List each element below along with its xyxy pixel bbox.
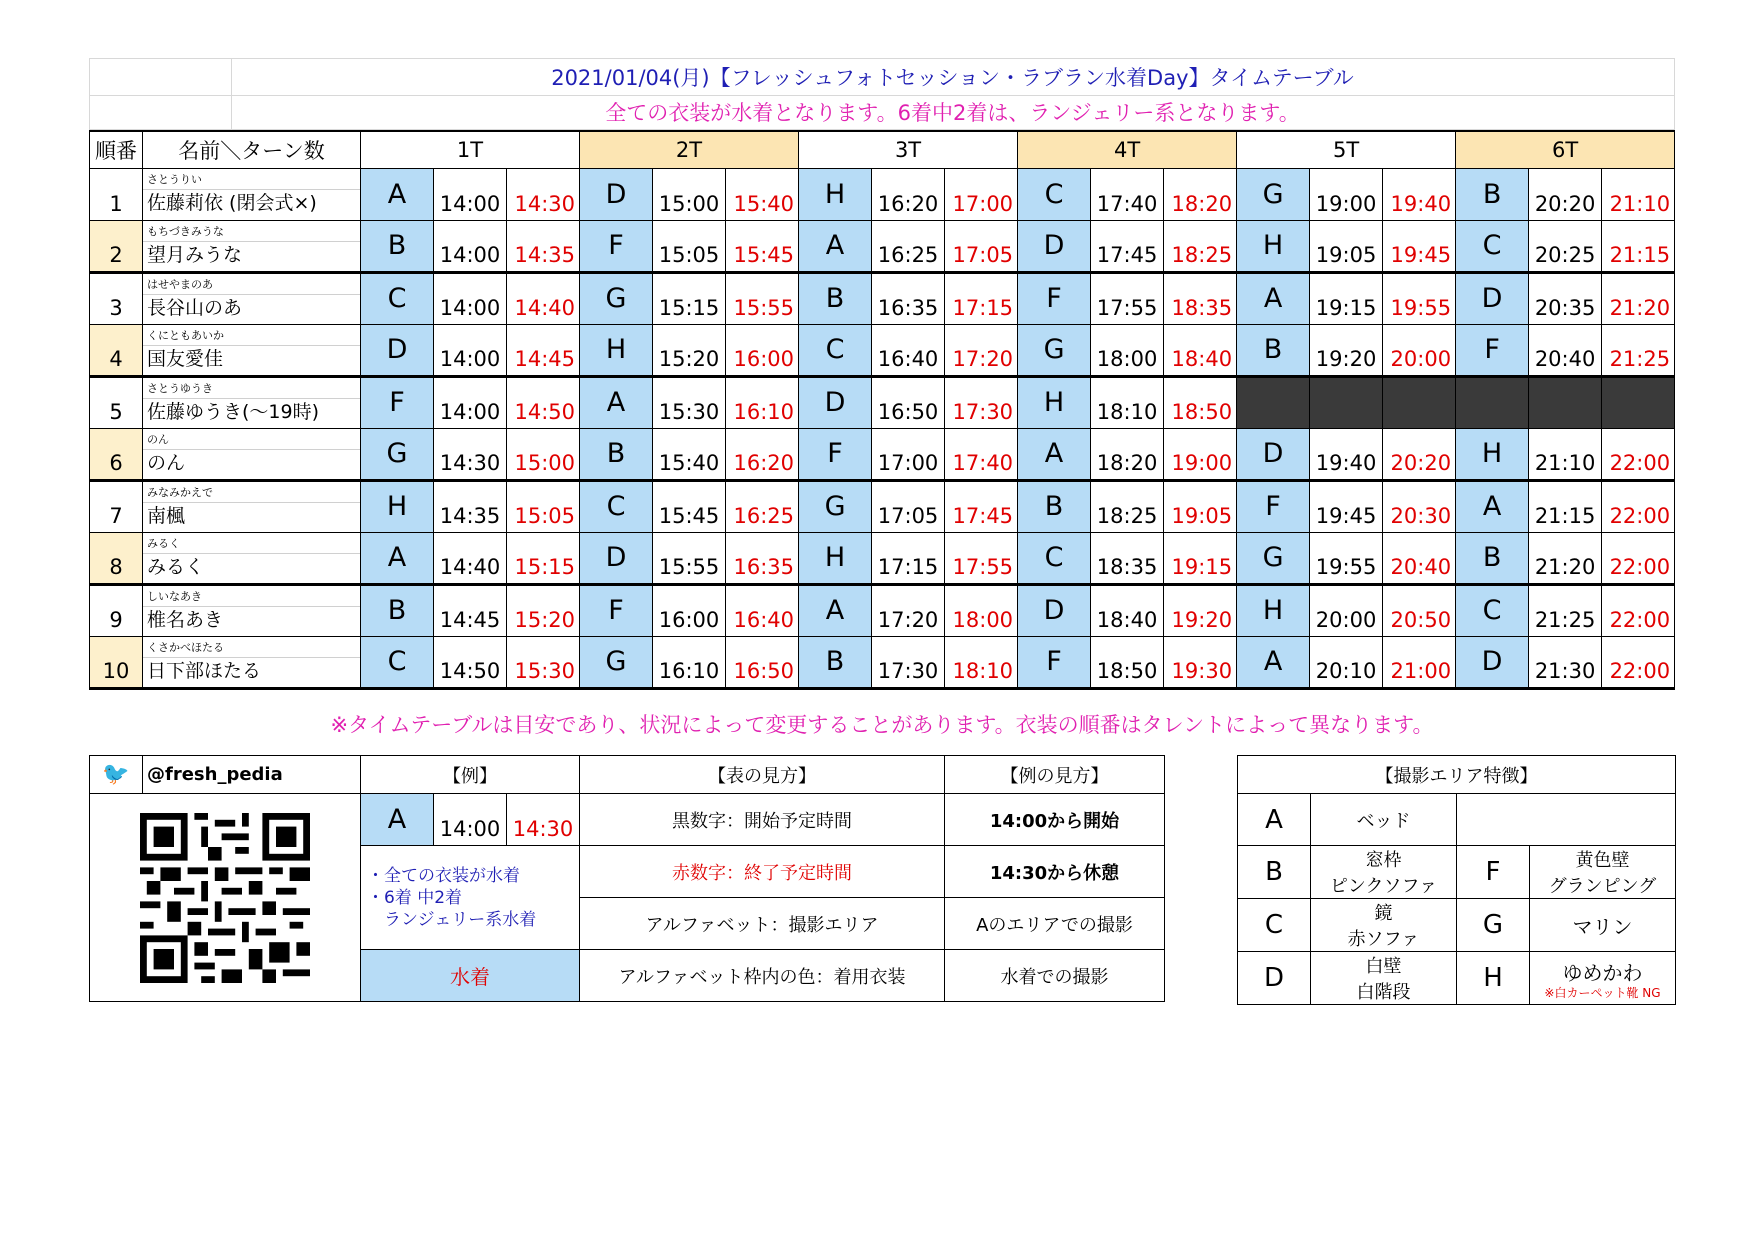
end-time: 15:30: [507, 636, 580, 688]
turn-header-3: 3T: [799, 131, 1018, 168]
start-time: 19:20: [1310, 324, 1383, 376]
area-letter: B: [1237, 324, 1310, 376]
page-title: 2021/01/04(月)【フレッシュフォトセッション・ラブラン水着Day】タイムテーブル: [551, 66, 1354, 90]
area-letter: H: [799, 168, 872, 220]
area-desc-c: [1311, 899, 1457, 952]
start-time: 19:55: [1310, 532, 1383, 584]
end-time: 14:45: [507, 324, 580, 376]
start-time: 14:45: [434, 584, 507, 636]
talent-kana: もちづきみうな: [147, 224, 224, 238]
order-number: 3: [90, 272, 143, 324]
area-letter: G: [1237, 532, 1310, 584]
end-time: 18:40: [1164, 324, 1237, 376]
area-letter: H: [580, 324, 653, 376]
end-time: 16:35: [726, 532, 799, 584]
start-time: 18:40: [1091, 584, 1164, 636]
end-time: 18:25: [1164, 220, 1237, 272]
area-letter: D: [361, 324, 434, 376]
start-time: 17:20: [872, 584, 945, 636]
talent-kana: くさかべほたる: [147, 640, 224, 654]
talent-name: 国友愛佳: [143, 345, 360, 372]
example-header: 【例】: [361, 756, 580, 794]
unavailable-slot: [1602, 376, 1675, 428]
area-letter: G: [580, 636, 653, 688]
start-time: 19:45: [1310, 480, 1383, 532]
talent-name: 佐藤ゆうき(～19時): [143, 398, 360, 425]
unavailable-slot: [1456, 376, 1529, 428]
area-letter: H: [1018, 376, 1091, 428]
order-header: 順番: [90, 131, 143, 168]
end-time: 21:20: [1602, 272, 1675, 324]
start-time: 14:00: [434, 220, 507, 272]
end-time: 17:20: [945, 324, 1018, 376]
start-time: 17:55: [1091, 272, 1164, 324]
talent-kana: のん: [147, 432, 169, 446]
area-letter: C: [1456, 584, 1529, 636]
end-time: 17:05: [945, 220, 1018, 272]
table-row: [90, 636, 1675, 688]
unavailable-slot: [1310, 376, 1383, 428]
talent-name-cell: [143, 480, 361, 532]
costume-note-1: ・全ての衣装が水着: [367, 865, 520, 886]
talent-name: 日下部ほたる: [143, 657, 360, 684]
area-letter: F: [1237, 480, 1310, 532]
area-desc-d-line2: 白階段: [1356, 982, 1411, 1003]
order-number: 9: [90, 584, 143, 636]
area-letter: C: [580, 480, 653, 532]
talent-name: 望月みうな: [143, 241, 360, 268]
area-desc-f: [1530, 846, 1676, 899]
order-number: 4: [90, 324, 143, 376]
area-desc-c-line1: 鏡: [1374, 903, 1393, 924]
area-letter: C: [799, 324, 872, 376]
talent-name: のん: [143, 449, 360, 476]
start-time: 21:30: [1529, 636, 1602, 688]
area-letter: D: [1018, 584, 1091, 636]
end-time: 21:10: [1602, 168, 1675, 220]
start-time: 15:55: [653, 532, 726, 584]
area-desc-d-line1: 白壁: [1365, 956, 1402, 977]
end-time: 21:25: [1602, 324, 1675, 376]
talent-name-cell: [143, 636, 361, 688]
table-row: [90, 584, 1675, 636]
start-time: 16:25: [872, 220, 945, 272]
schedule-table: [89, 130, 1675, 690]
area-letter: F: [1456, 324, 1529, 376]
area-letter-d: D: [1238, 952, 1311, 1005]
area-letter: G: [1018, 324, 1091, 376]
area-desc-f-line2: グランピング: [1548, 876, 1657, 897]
start-time: 19:05: [1310, 220, 1383, 272]
howto-start: 黒数字：開始予定時間: [580, 794, 945, 846]
example-end-time: 14:30: [507, 794, 580, 846]
end-time: 19:30: [1164, 636, 1237, 688]
start-time: 16:35: [872, 272, 945, 324]
start-time: 15:20: [653, 324, 726, 376]
example-start-explain: 14:00から開始: [945, 794, 1165, 846]
talent-name-cell: [143, 376, 361, 428]
end-time: 18:35: [1164, 272, 1237, 324]
howto-costume: アルファベット枠内の色：着用衣装: [580, 950, 945, 1002]
start-time: 15:40: [653, 428, 726, 480]
end-time: 16:40: [726, 584, 799, 636]
area-letter: F: [580, 220, 653, 272]
end-time: 20:40: [1383, 532, 1456, 584]
example-letter: A: [361, 794, 434, 846]
howto-header: 【表の見方】: [580, 756, 945, 794]
start-time: 14:00: [434, 272, 507, 324]
start-time: 18:25: [1091, 480, 1164, 532]
start-time: 14:00: [434, 324, 507, 376]
area-letter: D: [1018, 220, 1091, 272]
area-letter: D: [580, 168, 653, 220]
end-time: 17:55: [945, 532, 1018, 584]
talent-name-cell: [143, 220, 361, 272]
area-desc-g: [1530, 899, 1676, 952]
area-desc-h: [1530, 952, 1676, 1005]
end-time: 19:40: [1383, 168, 1456, 220]
end-time: 17:45: [945, 480, 1018, 532]
example-start-time: 14:00: [434, 794, 507, 846]
end-time: 17:40: [945, 428, 1018, 480]
start-time: 20:10: [1310, 636, 1383, 688]
start-time: 16:50: [872, 376, 945, 428]
area-letter: A: [1237, 272, 1310, 324]
start-time: 15:00: [653, 168, 726, 220]
end-time: 14:50: [507, 376, 580, 428]
start-time: 16:40: [872, 324, 945, 376]
name-turn-header: 名前＼ターン数: [143, 131, 361, 168]
table-row: [90, 324, 1675, 376]
area-letter-g: G: [1457, 899, 1530, 952]
start-time: 14:30: [434, 428, 507, 480]
end-time: 22:00: [1602, 428, 1675, 480]
start-time: 18:00: [1091, 324, 1164, 376]
end-time: 22:00: [1602, 584, 1675, 636]
area-letter-b: B: [1238, 846, 1311, 899]
end-time: 19:20: [1164, 584, 1237, 636]
table-row: [90, 168, 1675, 220]
end-time: 20:00: [1383, 324, 1456, 376]
area-desc-a: [1311, 794, 1457, 846]
area-letter-c: C: [1238, 899, 1311, 952]
start-time: 19:15: [1310, 272, 1383, 324]
end-time: 19:45: [1383, 220, 1456, 272]
start-time: 15:45: [653, 480, 726, 532]
area-letter: F: [799, 428, 872, 480]
turn-header-6: 6T: [1456, 131, 1675, 168]
area-desc-c-line2: 赤ソファ: [1347, 929, 1420, 950]
talent-name-cell: [143, 428, 361, 480]
start-time: 17:05: [872, 480, 945, 532]
talent-kana: さとうりい: [147, 172, 202, 186]
page-subtitle: 全ての衣装が水着となります。6着中2着は、ランジェリー系となります。: [605, 101, 1300, 125]
end-time: 16:20: [726, 428, 799, 480]
talent-name-cell: [143, 532, 361, 584]
end-time: 14:30: [507, 168, 580, 220]
start-time: 20:35: [1529, 272, 1602, 324]
end-time: 20:30: [1383, 480, 1456, 532]
area-letter: A: [1018, 428, 1091, 480]
area-desc-f-line1: 黄色壁: [1575, 850, 1630, 871]
start-time: 20:40: [1529, 324, 1602, 376]
talent-name-cell: [143, 324, 361, 376]
order-number: 2: [90, 220, 143, 272]
start-time: 21:20: [1529, 532, 1602, 584]
end-time: 20:50: [1383, 584, 1456, 636]
order-number: 1: [90, 168, 143, 220]
area-letter: H: [361, 480, 434, 532]
area-letter: F: [580, 584, 653, 636]
end-time: 15:20: [507, 584, 580, 636]
area-letter: A: [361, 168, 434, 220]
end-time: 21:15: [1602, 220, 1675, 272]
end-time: 19:15: [1164, 532, 1237, 584]
start-time: 18:50: [1091, 636, 1164, 688]
turn-header-2: 2T: [580, 131, 799, 168]
talent-name-cell: [143, 168, 361, 220]
start-time: 15:05: [653, 220, 726, 272]
start-time: 17:45: [1091, 220, 1164, 272]
area-header: 【撮影エリア特徴】: [1238, 756, 1676, 794]
twitter-bird-icon: 🐦: [102, 762, 130, 787]
unavailable-slot: [1383, 376, 1456, 428]
area-letter: C: [361, 272, 434, 324]
talent-kana: みなみかえで: [147, 485, 213, 499]
end-time: 19:55: [1383, 272, 1456, 324]
talent-name-cell: [143, 584, 361, 636]
area-desc-b-line2: ピンクソファ: [1329, 876, 1438, 897]
start-time: 17:15: [872, 532, 945, 584]
howto-end: 赤数字：終了予定時間: [580, 846, 945, 898]
start-time: 14:00: [434, 168, 507, 220]
end-time: 19:05: [1164, 480, 1237, 532]
area-desc-b: [1311, 846, 1457, 899]
table-header-row: [90, 131, 1675, 168]
area-desc-a-line1: ベッド: [1356, 810, 1411, 832]
end-time: 14:35: [507, 220, 580, 272]
end-time: 16:00: [726, 324, 799, 376]
example-area-explain: Aのエリアでの撮影: [945, 898, 1165, 950]
area-letter: C: [1456, 220, 1529, 272]
table-row: [90, 532, 1675, 584]
end-time: 20:20: [1383, 428, 1456, 480]
area-desc-h-line1: ゆめかわ: [1562, 960, 1643, 985]
start-time: 14:00: [434, 376, 507, 428]
area-letter: B: [799, 272, 872, 324]
howto-area: アルファベット：撮影エリア: [580, 898, 945, 950]
end-time: 17:30: [945, 376, 1018, 428]
talent-name: みるく: [143, 553, 360, 580]
area-letter: B: [1456, 532, 1529, 584]
turn-header-4: 4T: [1018, 131, 1237, 168]
end-time: 15:45: [726, 220, 799, 272]
start-time: 18:20: [1091, 428, 1164, 480]
start-time: 14:40: [434, 532, 507, 584]
area-letter-h: H: [1457, 952, 1530, 1005]
costume-note-3: ランジェリー系水着: [367, 909, 537, 930]
legend-table: [89, 755, 1165, 1002]
start-time: 17:00: [872, 428, 945, 480]
area-letter: G: [1237, 168, 1310, 220]
area-letter: H: [1456, 428, 1529, 480]
start-time: 16:20: [872, 168, 945, 220]
area-letter: B: [1018, 480, 1091, 532]
end-time: 16:10: [726, 376, 799, 428]
timetable-note: ※タイムテーブルは目安であり、状況によって変更することがあります。衣装の順番はタレントによって異なります。: [330, 713, 1434, 737]
talent-name: 佐藤莉依 (閉会式×): [143, 189, 360, 216]
talent-name-cell: [143, 272, 361, 324]
costume-notes: [361, 846, 580, 950]
area-desc-d: [1311, 952, 1457, 1005]
area-letter: B: [361, 584, 434, 636]
twitter-handle[interactable]: @fresh_pedia: [143, 756, 361, 794]
start-time: 20:20: [1529, 168, 1602, 220]
area-desc-b-line1: 窓枠: [1365, 850, 1402, 871]
start-time: 20:25: [1529, 220, 1602, 272]
area-letter: D: [580, 532, 653, 584]
end-time: 15:15: [507, 532, 580, 584]
qr-code-icon[interactable]: [140, 813, 310, 983]
area-letter: H: [799, 532, 872, 584]
area-letter: A: [580, 376, 653, 428]
area-letter: H: [1237, 584, 1310, 636]
start-time: 21:15: [1529, 480, 1602, 532]
start-time: 16:10: [653, 636, 726, 688]
talent-name: 南楓: [143, 502, 360, 529]
area-letter: H: [1237, 220, 1310, 272]
end-time: 16:50: [726, 636, 799, 688]
area-letter-f: F: [1457, 846, 1530, 899]
area-letter: A: [799, 220, 872, 272]
order-number: 7: [90, 480, 143, 532]
end-time: 16:25: [726, 480, 799, 532]
area-letter: A: [1456, 480, 1529, 532]
start-time: 15:30: [653, 376, 726, 428]
area-letter: F: [361, 376, 434, 428]
end-time: 15:00: [507, 428, 580, 480]
end-time: 22:00: [1602, 636, 1675, 688]
start-time: 14:35: [434, 480, 507, 532]
end-time: 15:40: [726, 168, 799, 220]
end-time: 18:50: [1164, 376, 1237, 428]
start-time: 14:50: [434, 636, 507, 688]
area-desc-h-line2: ※白カーペット靴 NG: [1544, 985, 1661, 1000]
talent-name: 長谷山のあ: [143, 294, 360, 321]
end-time: 22:00: [1602, 480, 1675, 532]
order-number: 5: [90, 376, 143, 428]
talent-kana: はせやまのあ: [147, 277, 213, 291]
qr-code-cell: [90, 794, 361, 1002]
example-end-explain: 14:30から休憩: [945, 846, 1165, 898]
end-time: 21:00: [1383, 636, 1456, 688]
area-letter: D: [1237, 428, 1310, 480]
start-time: 21:10: [1529, 428, 1602, 480]
start-time: 19:40: [1310, 428, 1383, 480]
area-desc-g-line1: マリン: [1572, 914, 1633, 939]
area-letter: D: [1456, 272, 1529, 324]
area-letter: B: [799, 636, 872, 688]
area-letter: G: [580, 272, 653, 324]
end-time: 15:05: [507, 480, 580, 532]
table-row: [90, 220, 1675, 272]
table-row: [90, 272, 1675, 324]
area-letter: G: [799, 480, 872, 532]
start-time: 15:15: [653, 272, 726, 324]
end-time: 22:00: [1602, 532, 1675, 584]
start-time: 18:10: [1091, 376, 1164, 428]
end-time: 17:00: [945, 168, 1018, 220]
start-time: 18:35: [1091, 532, 1164, 584]
area-letter: A: [361, 532, 434, 584]
start-time: 20:00: [1310, 584, 1383, 636]
start-time: 16:00: [653, 584, 726, 636]
costume-swimsuit-label: 水着: [361, 950, 580, 1002]
start-time: 17:30: [872, 636, 945, 688]
area-empty: [1457, 794, 1676, 846]
turn-header-1: 1T: [361, 131, 580, 168]
turn-header-5: 5T: [1237, 131, 1456, 168]
end-time: 14:40: [507, 272, 580, 324]
area-letter-a: A: [1238, 794, 1311, 846]
talent-kana: くにともあいか: [147, 328, 224, 342]
area-letter: D: [799, 376, 872, 428]
start-time: 21:25: [1529, 584, 1602, 636]
table-row: [90, 480, 1675, 532]
end-time: 18:20: [1164, 168, 1237, 220]
example-costume-explain: 水着での撮影: [945, 950, 1165, 1002]
area-letter: A: [799, 584, 872, 636]
end-time: 19:00: [1164, 428, 1237, 480]
table-row: [90, 428, 1675, 480]
order-number: 6: [90, 428, 143, 480]
area-letter: A: [1237, 636, 1310, 688]
area-letter: F: [1018, 636, 1091, 688]
area-letter: C: [361, 636, 434, 688]
end-time: 17:15: [945, 272, 1018, 324]
area-table: [1237, 755, 1676, 1005]
start-time: 19:00: [1310, 168, 1383, 220]
table-row: [90, 376, 1675, 428]
talent-kana: しいなあき: [147, 589, 202, 603]
area-letter: F: [1018, 272, 1091, 324]
twitter-icon-cell: [90, 756, 143, 794]
area-letter: B: [580, 428, 653, 480]
end-time: 15:55: [726, 272, 799, 324]
talent-kana: みるく: [147, 536, 180, 550]
example-howto-header: 【例の見方】: [945, 756, 1165, 794]
end-time: 18:10: [945, 636, 1018, 688]
end-time: 18:00: [945, 584, 1018, 636]
area-letter: B: [1456, 168, 1529, 220]
talent-kana: さとうゆうき: [147, 381, 213, 395]
unavailable-slot: [1529, 376, 1602, 428]
unavailable-slot: [1237, 376, 1310, 428]
costume-note-2: ・6着 中2着: [367, 887, 463, 908]
area-letter: C: [1018, 168, 1091, 220]
order-number: 8: [90, 532, 143, 584]
area-letter: B: [361, 220, 434, 272]
start-time: 17:40: [1091, 168, 1164, 220]
area-letter: G: [361, 428, 434, 480]
order-number: 10: [90, 636, 143, 688]
area-letter: C: [1018, 532, 1091, 584]
area-letter: D: [1456, 636, 1529, 688]
talent-name: 椎名あき: [143, 606, 360, 633]
